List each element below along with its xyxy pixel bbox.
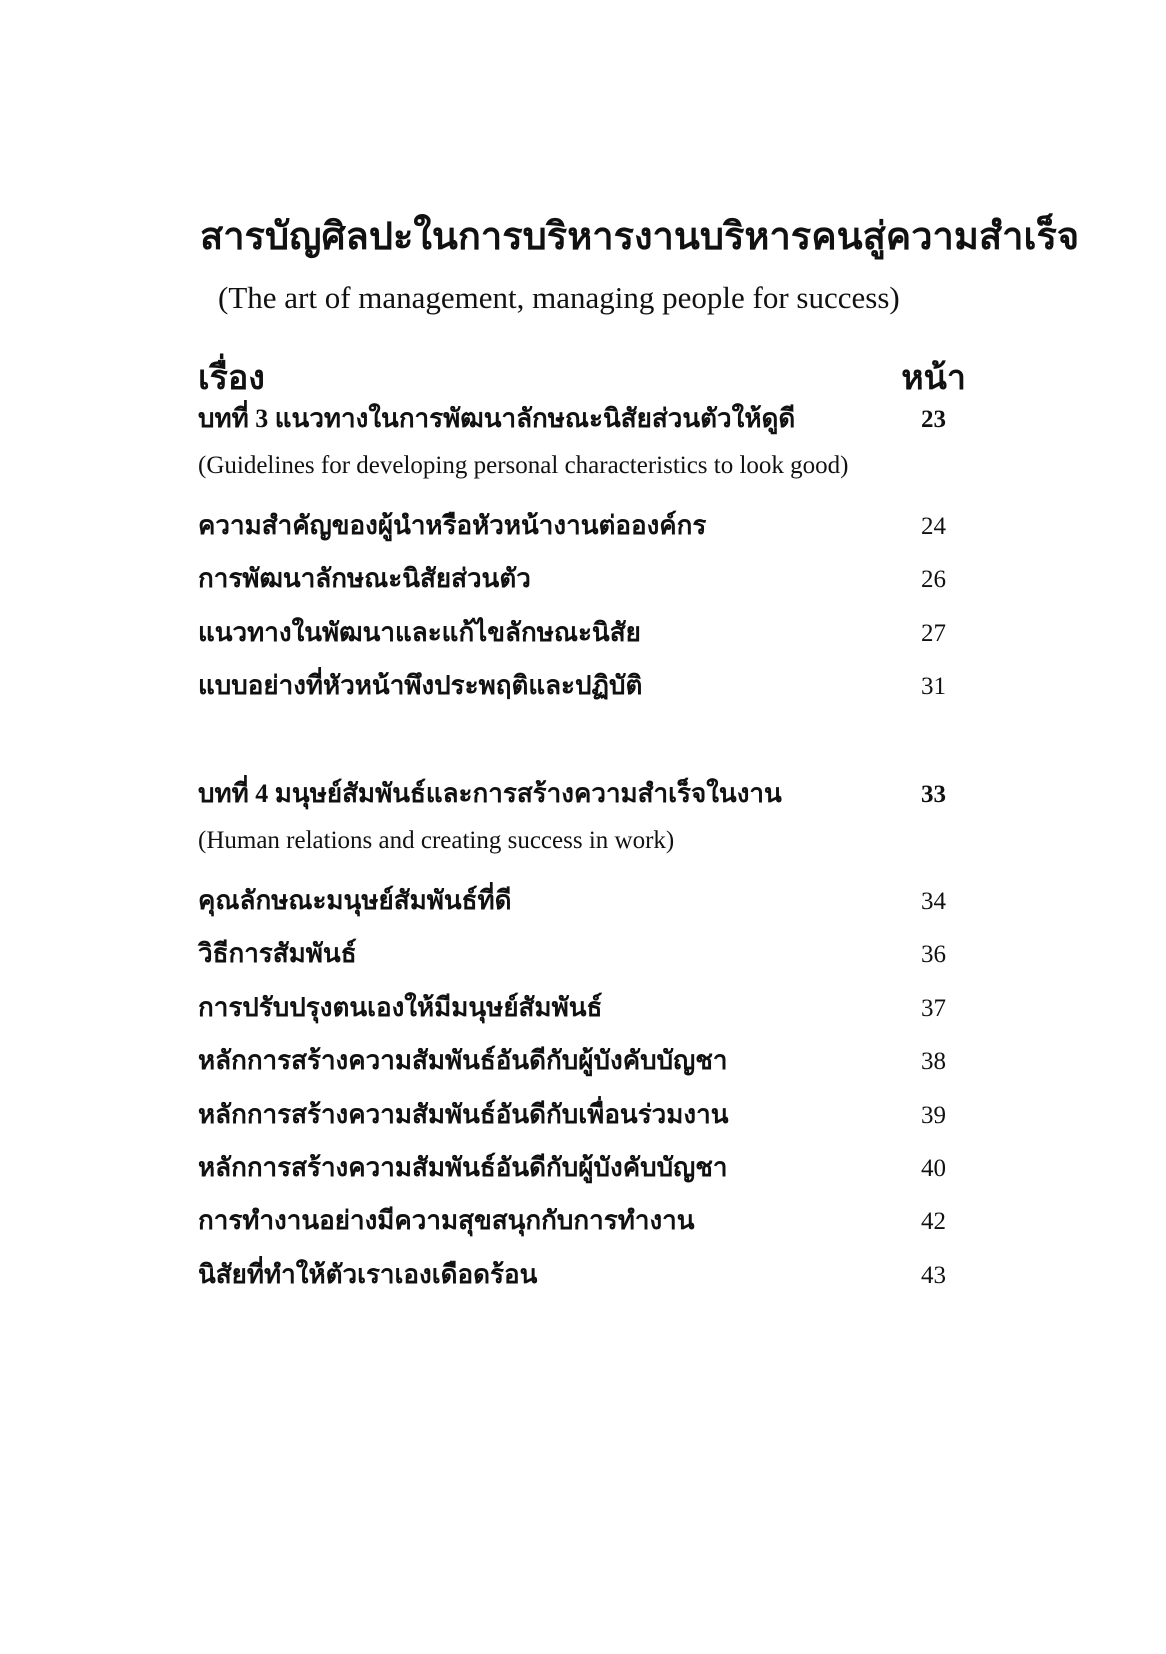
toc-entry-page: 24: [921, 513, 946, 540]
toc-entry-text: ความสำคัญของผู้นำหรือหัวหน้างานต่อองค์กร: [198, 511, 707, 540]
toc-entry-page: 23: [921, 406, 946, 433]
toc-entry-text: นิสัยที่ทำให้ตัวเราเองเดือดร้อน: [198, 1260, 538, 1289]
page-subtitle: (The art of management, managing people for success): [218, 280, 900, 315]
toc-entry-page: 26: [921, 566, 946, 593]
toc-entry[interactable]: [198, 1094, 946, 1134]
toc-chapter-3[interactable]: [198, 398, 946, 438]
toc-entry-page: 27: [921, 620, 946, 647]
toc-entry[interactable]: [198, 1200, 946, 1240]
toc-entry-page: 36: [921, 941, 946, 968]
toc-entry-text: หลักการสร้างความสัมพันธ์อันดีกับเพื่อนร่วมงาน: [198, 1100, 729, 1129]
toc-entry-page: 43: [921, 1262, 946, 1289]
page-title: สารบัญศิลปะในการบริหารงานบริหารคนสู่ความสำเร็จ: [200, 216, 1080, 258]
toc-entry-text: แบบอย่างที่หัวหน้าพึงประพฤติและปฏิบัติ: [198, 671, 643, 700]
toc-entry-text: หลักการสร้างความสัมพันธ์อันดีกับผู้บังคับบัญชา: [198, 1153, 728, 1182]
toc-entry[interactable]: [198, 505, 946, 545]
toc-entry-text: (Guidelines for developing personal characteristics to look good): [198, 452, 849, 479]
column-header-topic: เรื่อง: [198, 360, 265, 397]
toc-entry[interactable]: [198, 1147, 946, 1187]
toc-entry[interactable]: [198, 558, 946, 598]
toc-entry[interactable]: [198, 612, 946, 652]
toc-entry[interactable]: [198, 987, 946, 1027]
toc-entry-page: 37: [921, 995, 946, 1022]
toc-entry-page: 33: [921, 781, 946, 808]
toc-entry-text: วิธีการสัมพันธ์: [198, 939, 357, 968]
toc-entry[interactable]: [198, 1040, 946, 1080]
toc-entry-page: 39: [921, 1102, 946, 1129]
toc-entry-page: 40: [921, 1155, 946, 1182]
toc-entry-text: การพัฒนาลักษณะนิสัยส่วนตัว: [198, 564, 531, 593]
toc-chapter-3-english: [198, 452, 946, 492]
toc-entry-text: การทำงานอย่างมีความสุขสนุกกับการทำงาน: [198, 1206, 695, 1235]
toc-chapter-4[interactable]: [198, 773, 946, 813]
toc-entry-text: หลักการสร้างความสัมพันธ์อันดีกับผู้บังคับบัญชา: [198, 1046, 728, 1075]
toc-entry-text: แนวทางในพัฒนาและแก้ไขลักษณะนิสัย: [198, 618, 641, 647]
toc-entry-page: 31: [921, 673, 946, 700]
toc-chapter-4-english: [198, 827, 946, 867]
toc-entry-page: 42: [921, 1208, 946, 1235]
toc-entry-page: 34: [921, 888, 946, 915]
toc-entry[interactable]: [198, 933, 946, 973]
toc-entry-page: 38: [921, 1048, 946, 1075]
toc-entry-text: บทที่ 3 แนวทางในการพัฒนาลักษณะนิสัยส่วนตัวให้ดูดี: [198, 404, 796, 433]
toc-entry-text: คุณลักษณะมนุษย์สัมพันธ์ที่ดี: [198, 886, 512, 915]
toc-entry-text: บทที่ 4 มนุษย์สัมพันธ์และการสร้างความสำเร็จในงาน: [198, 779, 782, 808]
toc-entry[interactable]: [198, 665, 946, 705]
toc-entry[interactable]: [198, 1254, 946, 1294]
toc-entry-text: การปรับปรุงตนเองให้มีมนุษย์สัมพันธ์: [198, 993, 603, 1022]
toc-entry[interactable]: [198, 880, 946, 920]
toc-entry-text: (Human relations and creating success in work): [198, 827, 675, 854]
column-header-page: หน้า: [901, 360, 966, 397]
